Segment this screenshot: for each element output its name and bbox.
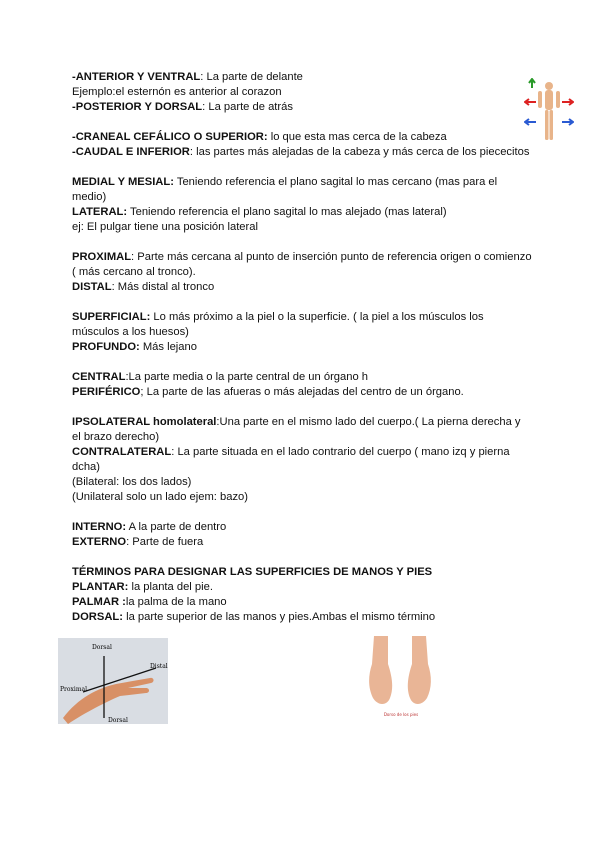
term-palmar: PALMAR :	[72, 596, 126, 608]
term-distal: DISTAL	[72, 281, 112, 293]
caudal-line	[72, 145, 532, 160]
distal-line	[72, 280, 532, 295]
central-line	[72, 370, 532, 385]
def-periferico: ; La parte de las afueras o más alejadas del centro de un órgano.	[140, 386, 464, 398]
term-central: CENTRAL	[72, 371, 126, 383]
feet-figure	[358, 636, 444, 726]
interno-line	[72, 520, 532, 535]
def-medial: Teniendo referencia el plano sagital lo mas cercano (mas para el medio)	[72, 176, 498, 203]
def-caudal: : las partes más alejadas de la cabeza y más cerca de los piececitos	[189, 146, 530, 158]
term-caudal: -CAUDAL E INFERIOR	[72, 146, 190, 158]
term-lateral: LATERAL:	[72, 206, 128, 218]
def-contralateral: : La parte situada en el lado contrario del cuerpo ( mano izq y pierna dcha)	[72, 446, 510, 473]
def-interno: A la parte de dentro	[126, 521, 227, 533]
bilateral-line: (Bilateral: los dos lados)	[72, 476, 192, 488]
profundo-line	[72, 340, 532, 355]
periferico-line	[72, 385, 532, 400]
term-dorsal: DORSAL:	[72, 611, 123, 623]
plantar-line	[72, 580, 532, 595]
medial-line	[72, 175, 532, 205]
term-contralateral: CONTRALATERAL	[72, 446, 172, 458]
lateral-ej-line: ej: El pulgar tiene una posición lateral	[72, 221, 258, 233]
def-distal: : Más distal al tronco	[111, 281, 215, 293]
hand-label-right: Distal	[150, 663, 168, 670]
hand-figure	[58, 638, 168, 724]
externo-line	[72, 535, 532, 550]
term-proximal: PROXIMAL	[72, 251, 132, 263]
term-profundo: PROFUNDO:	[72, 341, 140, 353]
def-craneal: lo que esta mas cerca de la cabeza	[267, 131, 447, 143]
proximal-line	[72, 250, 532, 280]
def-lateral: Teniendo referencia el plano sagital lo mas alejado (mas lateral)	[127, 206, 447, 218]
section-heading	[72, 565, 532, 580]
def-dorsal: la parte superior de las manos y pies.Ambas el mismo término	[122, 611, 436, 623]
lateral-line	[72, 205, 532, 220]
anterior-line	[72, 70, 532, 85]
hand-label-bottom: Dorsal	[108, 717, 128, 724]
term-interno: INTERNO:	[72, 521, 127, 533]
craneal-line	[72, 130, 532, 145]
body-orientation-figure	[524, 78, 574, 146]
term-ipsolateral: IPSOLATERAL homolateral	[72, 416, 217, 428]
term-externo: EXTERNO	[72, 536, 127, 548]
term-periferico: PERIFÉRICO	[72, 386, 141, 398]
def-posterior: : La parte de atrás	[202, 101, 293, 113]
term-craneal: -CRANEAL CEFÁLICO O SUPERIOR:	[72, 131, 268, 143]
def-profundo: Más lejano	[139, 341, 197, 353]
posterior-line	[72, 100, 532, 115]
term-posterior: -POSTERIOR Y DORSAL	[72, 101, 203, 113]
def-palmar: la palma de la mano	[125, 596, 227, 608]
palmar-line	[72, 595, 532, 610]
ipsolateral-line	[72, 415, 532, 445]
term-superficial: SUPERFICIAL:	[72, 311, 151, 323]
def-anterior: : La parte de delante	[200, 71, 303, 83]
superficial-line	[72, 310, 532, 340]
term-medial: MEDIAL Y MESIAL:	[72, 176, 174, 188]
def-plantar: la planta del pie.	[128, 581, 213, 593]
def-ipsolateral: :Una parte en el mismo lado del cuerpo.( La pierna derecha y el brazo derecho)	[72, 416, 521, 443]
feet-caption: Dorso de los pies	[383, 712, 419, 717]
contralateral-line	[72, 445, 532, 475]
def-proximal: : Parte más cercana al punto de inserción punto de referencia origen o comienzo ( más cercano al tronco).	[72, 251, 532, 278]
ejemplo-line: Ejemplo:el esternón es anterior al corazon	[72, 86, 282, 98]
heading-text: TÉRMINOS PARA DESIGNAR LAS SUPERFICIES DE MANOS Y PIES	[72, 566, 433, 578]
def-externo: : Parte de fuera	[126, 536, 204, 548]
def-superficial: Lo más próximo a la piel o la superficie. ( la piel a los músculos los músculos a los huesos)	[72, 311, 484, 338]
document-text	[72, 70, 532, 625]
term-anterior: -ANTERIOR Y VENTRAL	[72, 71, 201, 83]
dorsal-line	[72, 610, 532, 625]
def-central: :La parte media o la parte central de un órgano h	[125, 371, 369, 383]
term-plantar: PLANTAR:	[72, 581, 129, 593]
hand-label-top: Dorsal	[92, 644, 112, 651]
unilateral-line: (Unilateral solo un lado ejem: bazo)	[72, 491, 248, 503]
hand-label-left: Proximal	[60, 686, 88, 693]
